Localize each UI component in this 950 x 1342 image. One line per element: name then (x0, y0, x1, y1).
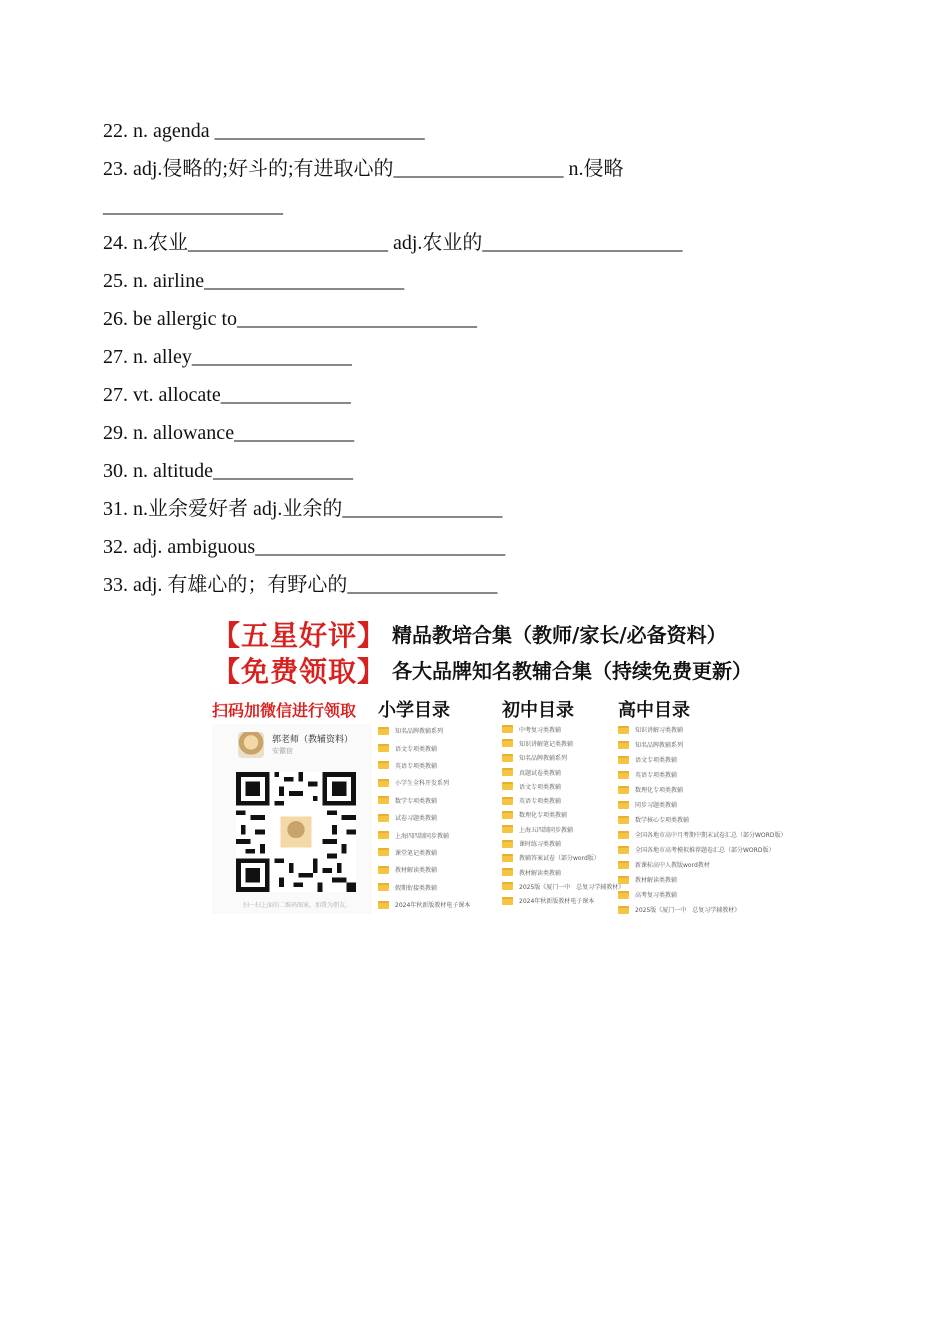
list-item[interactable]: 英语专项类教辅 (618, 767, 786, 782)
vocab-line-27b: 27. vt. allocate_____________ (103, 384, 351, 406)
high-catalog-list (618, 722, 786, 917)
headline-1-red: 【五星好评】 (212, 619, 387, 652)
headline-2-black: 各大品牌知名教辅合集（持续免费更新） (392, 659, 753, 683)
list-item[interactable]: 语文专项类教辅 (502, 779, 624, 793)
list-item[interactable]: 课堂笔记类教辅 (378, 844, 470, 861)
folder-icon (378, 779, 389, 787)
folder-icon (502, 840, 513, 848)
folder-icon (618, 741, 629, 749)
vocab-line-23-continued: __________________ (103, 195, 283, 217)
qr-code[interactable] (236, 772, 356, 892)
vocab-line-31: 31. n.业余爱好者 adj.业余的________________ (103, 498, 503, 520)
list-item[interactable]: 上海四四制同步教辅 (378, 826, 470, 843)
qr-instruction: 扫一扫上面的二维码图案，加我为朋友。 (242, 902, 351, 909)
list-item[interactable]: 数理化专项类教辅 (618, 782, 786, 797)
headline-1 (212, 614, 727, 654)
folder-icon (618, 876, 629, 884)
scan-label: 扫码加微信进行领取 (212, 701, 357, 720)
folder-icon (378, 883, 389, 891)
vocab-line-25: 25. n. airline____________________ (103, 270, 405, 292)
primary-catalog-title: 小学目录 (378, 700, 450, 721)
folder-icon (502, 854, 513, 862)
vocab-line-23: 23. adj.侵略的;好斗的;有进取心的_________________ n.侵略 (103, 158, 624, 180)
vocab-line-29: 29. n. allowance____________ (103, 422, 355, 444)
list-item[interactable]: 知名品牌教辅系列 (618, 737, 786, 752)
vocabulary-list (103, 112, 863, 604)
list-item[interactable]: 数理化专项类教辅 (502, 808, 624, 822)
folder-icon (618, 756, 629, 764)
folder-icon (502, 811, 513, 819)
folder-icon (618, 771, 629, 779)
folder-icon (378, 831, 389, 839)
list-item[interactable]: 上海五四制同步教辅 (502, 822, 624, 836)
list-item[interactable]: 真题试卷类教辅 (502, 765, 624, 779)
folder-icon (618, 786, 629, 794)
folder-icon (618, 846, 629, 854)
list-item[interactable]: 教材解读类教辅 (378, 861, 470, 878)
folder-icon (502, 868, 513, 876)
list-item[interactable]: 试卷习题类教辅 (378, 809, 470, 826)
folder-icon (618, 831, 629, 839)
primary-catalog-list (378, 722, 470, 913)
folder-icon (502, 768, 513, 776)
folder-icon (378, 761, 389, 769)
folder-icon (378, 814, 389, 822)
vocab-line-24: 24. n.农业____________________ adj.农业的____________________ (103, 232, 683, 254)
folder-icon (378, 866, 389, 874)
folder-icon (378, 796, 389, 804)
headline-2-red: 【免费领取】 (212, 655, 387, 688)
list-item[interactable]: 语文专项类教辅 (618, 752, 786, 767)
folder-icon (502, 725, 513, 733)
folder-icon (502, 739, 513, 747)
list-item[interactable]: 英语专项类教辅 (378, 757, 470, 774)
list-item[interactable]: 英语专项类教辅 (502, 793, 624, 807)
list-item[interactable]: 教辅答案试卷（部分word版） (502, 851, 624, 865)
vocab-line-27a: 27. n. alley________________ (103, 346, 352, 368)
list-item[interactable]: 教材解读类教辅 (502, 865, 624, 879)
list-item[interactable]: 全国各地市高考模拟推荐题卷汇总（部分WORD版） (618, 842, 786, 857)
folder-icon (502, 897, 513, 905)
vocab-line-30: 30. n. altitude______________ (103, 460, 353, 482)
list-item[interactable]: 同步习题类教辅 (618, 797, 786, 812)
list-item[interactable]: 知名品牌教辅系列 (378, 722, 470, 739)
folder-icon (618, 816, 629, 824)
folder-icon (502, 825, 513, 833)
wechat-contact-card[interactable] (212, 724, 372, 914)
list-item[interactable]: 假期衔接类教辅 (378, 879, 470, 896)
high-catalog-title: 高中目录 (618, 700, 690, 721)
list-item[interactable]: 中考复习类教辅 (502, 722, 624, 736)
list-item[interactable]: 教材解读类教辅 (618, 872, 786, 887)
folder-icon (378, 727, 389, 735)
avatar (238, 732, 264, 758)
list-item[interactable]: 2025版《厦门一中 总复习学辅教材》 (502, 879, 624, 893)
folder-icon (618, 906, 629, 914)
headline-1-black: 精品教培合集（教师/家长/必备资料） (392, 623, 727, 647)
vocab-line-32: 32. adj. ambiguous_________________________ (103, 536, 506, 558)
list-item[interactable]: 知识讲解习类教辅 (618, 722, 786, 737)
folder-icon (618, 726, 629, 734)
folder-icon (502, 782, 513, 790)
list-item[interactable]: 数学核心专项类教辅 (618, 812, 786, 827)
folder-icon (502, 882, 513, 890)
list-item[interactable]: 课时练习类教辅 (502, 836, 624, 850)
list-item[interactable]: 数学专项类教辅 (378, 792, 470, 809)
list-item[interactable]: 小学生全科开发系列 (378, 774, 470, 791)
vocab-line-22: 22. n. agenda _____________________ (103, 120, 425, 142)
list-item[interactable]: 2024年秋新版教材电子课本 (502, 894, 624, 908)
middle-catalog-list (502, 722, 624, 908)
vocab-line-26: 26. be allergic to________________________ (103, 308, 478, 330)
list-item[interactable]: 全国各地市高中月考期中期末试卷汇总（部分WORD版） (618, 827, 786, 842)
contact-name: 郭老师（教辅资料） (272, 735, 354, 745)
list-item[interactable]: 2024年秋新版教材电子课本 (378, 896, 470, 913)
headline-2 (212, 650, 752, 690)
folder-icon (618, 891, 629, 899)
vocab-line-33: 33. adj. 有雄心的；有野心的_______________ (103, 574, 498, 596)
list-item[interactable]: 语文专项类教辅 (378, 739, 470, 756)
folder-icon (618, 801, 629, 809)
contact-location: 安徽宿 (272, 747, 293, 755)
folder-icon (378, 744, 389, 752)
list-item[interactable]: 知识讲解笔记类教辅 (502, 736, 624, 750)
list-item[interactable]: 高考复习类教辅 (618, 887, 786, 902)
list-item[interactable]: 2025版《厦门一中 总复习学辅教材》 (618, 902, 786, 917)
list-item[interactable]: 新课标高中人教版word教材 (618, 857, 786, 872)
folder-icon (618, 861, 629, 869)
folder-icon (378, 901, 389, 909)
middle-catalog-title: 初中目录 (502, 700, 574, 721)
promo-banner[interactable] (212, 608, 787, 914)
folder-icon (502, 797, 513, 805)
list-item[interactable]: 知名品牌教辅系列 (502, 751, 624, 765)
folder-icon (502, 754, 513, 762)
folder-icon (378, 848, 389, 856)
